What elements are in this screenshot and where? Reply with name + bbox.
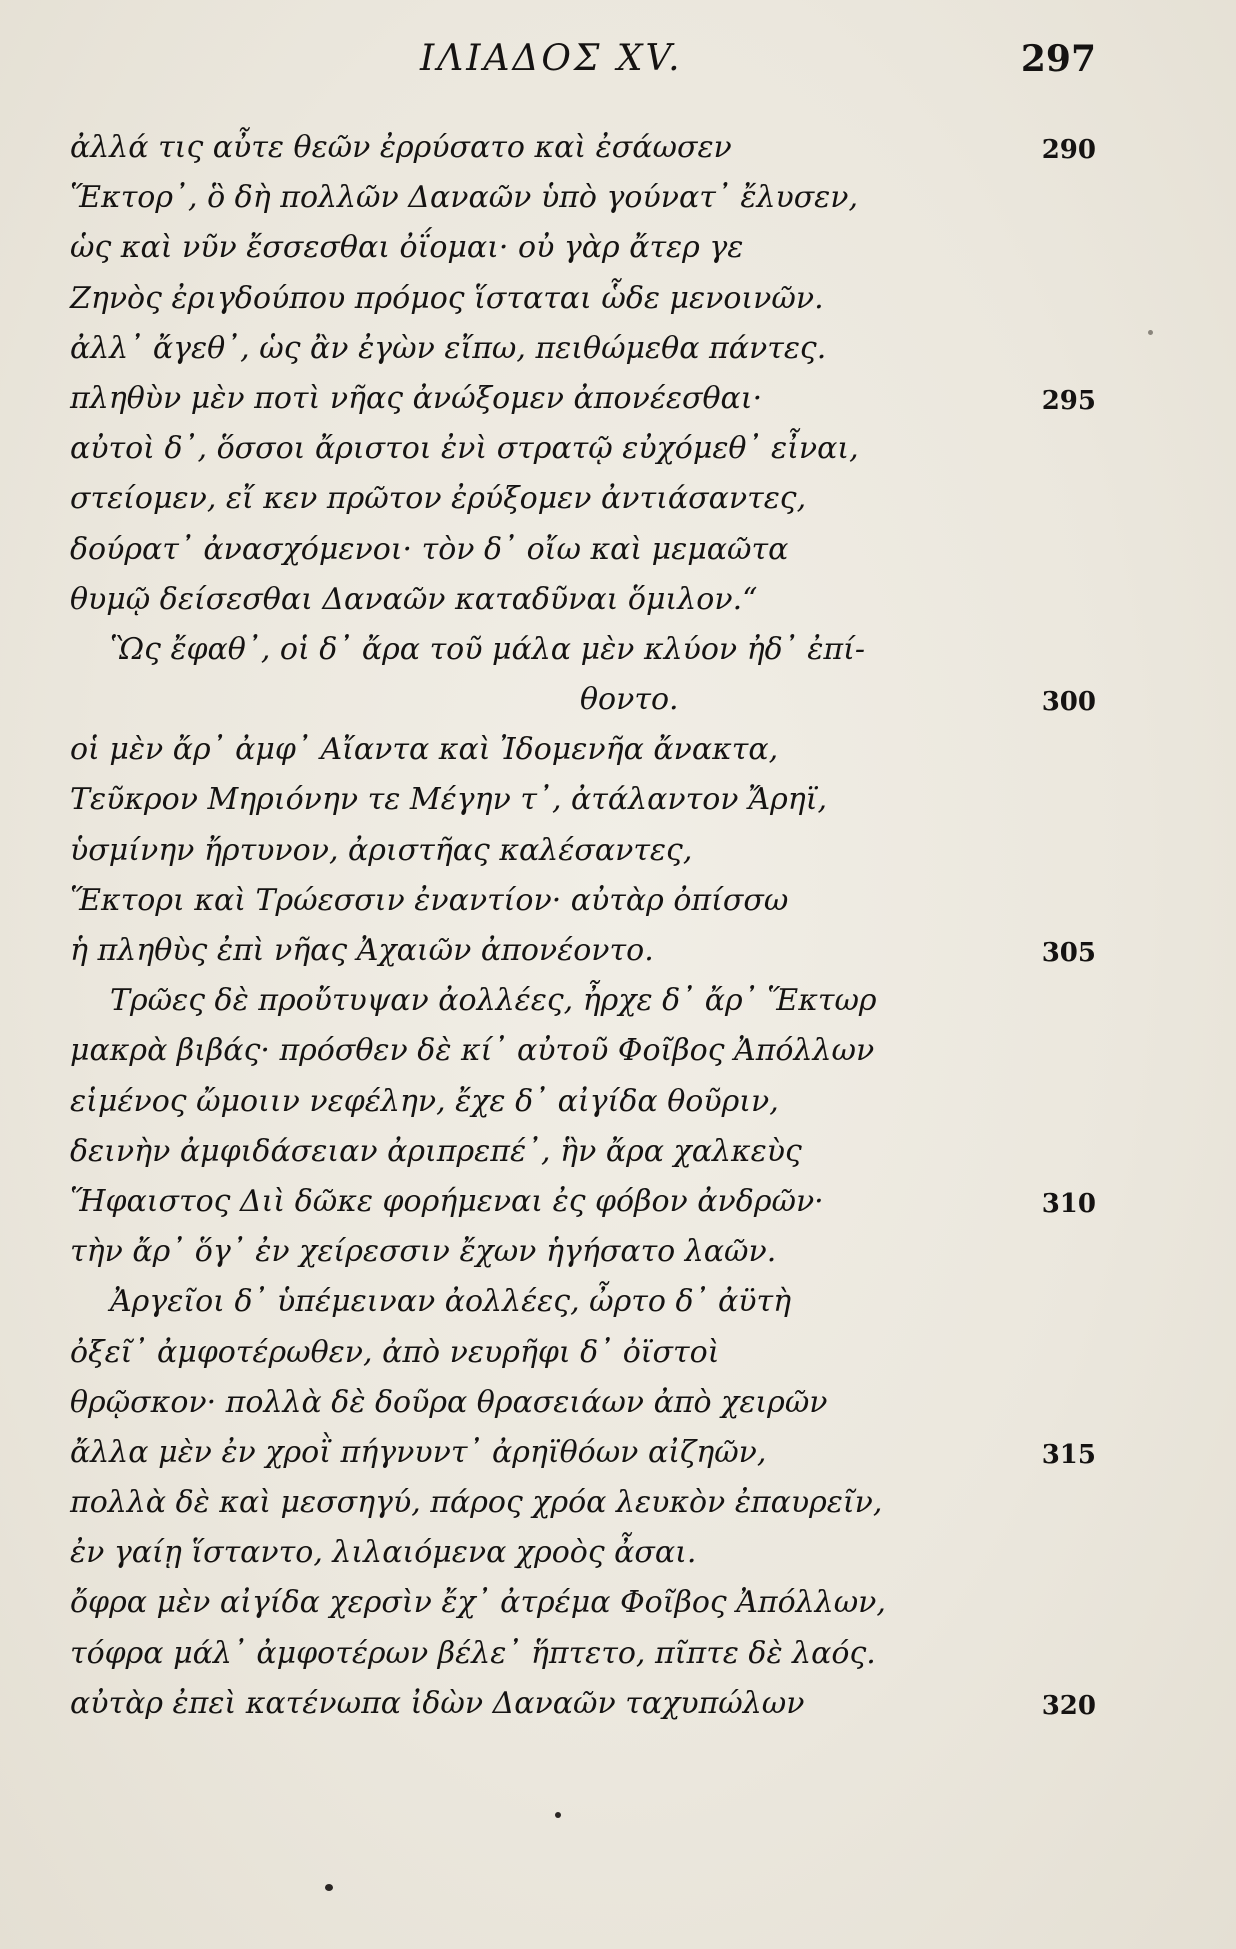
verse-line: [0, 1684, 1236, 1734]
ink-speck: [1148, 330, 1153, 335]
verse-line: [0, 479, 1236, 529]
ink-speck: [325, 1884, 333, 1891]
verse-line: [0, 931, 1236, 981]
page-number: 297: [1020, 38, 1096, 80]
verse-line: [0, 128, 1236, 178]
verse-text: Ἕκτορι καὶ Τρώεσσιν ἐναντίον· αὐτὰρ ὀπίσσω: [70, 882, 789, 918]
verse-line: [0, 1031, 1236, 1081]
verse-line: [0, 329, 1236, 379]
verse-line: [0, 1132, 1236, 1182]
verse-line: [0, 1634, 1236, 1684]
verse-text: δεινὴν ἀμφιδάσειαν ἀριπρεπέ᾽, ἣν ἄρα χαλκεὺς: [70, 1133, 802, 1169]
verse-text: αὐτοὶ δ᾽, ὅσσοι ἄριστοι ἐνὶ στρατῷ εὐχόμεθ᾽ εἶναι,: [70, 431, 859, 467]
verse-line: [0, 630, 1236, 680]
verse-line: [0, 981, 1236, 1031]
verse-text: πληθὺν μὲν ποτὶ νῆας ἀνώξομεν ἀπονέεσθαι·: [70, 380, 763, 416]
verse-text: ὄφρα μὲν αἰγίδα χερσὶν ἔχ᾽ ἀτρέμα Φοῖβος Ἀπόλλων,: [70, 1585, 886, 1621]
verse-line: [0, 530, 1236, 580]
verse-text: Ὣς ἔφαθ᾽, οἱ δ᾽ ἄρα τοῦ μάλα μὲν κλύον ἠδ᾽ ἐπί-: [110, 631, 865, 667]
line-number: 310: [1041, 1188, 1096, 1219]
verse-line: [0, 1433, 1236, 1483]
verse-text: ἐν γαίῃ ἵσταντο, λιλαιόμενα χροὸς ἆσαι.: [70, 1535, 697, 1571]
verse-line: [0, 1533, 1236, 1583]
ink-speck: [555, 1812, 561, 1818]
verse-text: τόφρα μάλ᾽ ἀμφοτέρων βέλε᾽ ἥπτετο, πῖπτε δὲ λαός.: [70, 1635, 876, 1671]
verse-line: [0, 730, 1236, 780]
running-title: ΙΛΙΑΔΟΣ XV.: [420, 38, 683, 79]
verse-text: θυμῷ δείσεσθαι Δαναῶν καταδῦναι ὅμιλον.“: [70, 581, 758, 617]
verse-line: [0, 881, 1236, 931]
verse-text: εἱμένος ὤμοιιν νεφέλην, ἔχε δ᾽ αἰγίδα θοῦριν,: [70, 1083, 779, 1119]
verse-text: ἀλλ᾽ ἄγεθ᾽, ὡς ἂν ἐγὼν εἴπω, πειθώμεθα πάντες.: [70, 330, 827, 366]
verse-line: [0, 228, 1236, 278]
verse-line: [0, 429, 1236, 479]
verse-line: [0, 680, 1236, 730]
verse-text: ἡ πληθὺς ἐπὶ νῆας Ἀχαιῶν ἀπονέοντο.: [70, 933, 654, 968]
line-number: 315: [1041, 1439, 1096, 1470]
line-number: 305: [1041, 938, 1096, 968]
verse-text: στείομεν, εἴ κεν πρῶτον ἐρύξομεν ἀντιάσαντες,: [70, 481, 807, 517]
verse-line: [0, 831, 1236, 881]
line-number: 295: [1041, 385, 1096, 416]
line-number: 290: [1041, 135, 1096, 165]
verse-text: αὐτὰρ ἐπεὶ κατένωπα ἰδὼν Δαναῶν ταχυπώλων: [70, 1685, 805, 1721]
verse-text: ἄλλα μὲν ἐν χροῒ πήγνυντ᾽ ἀρηϊθόων αἰζηῶν,: [70, 1434, 767, 1470]
verse-text: θρῷσκον· πολλὰ δὲ δοῦρα θρασειάων ἀπὸ χειρῶν: [70, 1384, 828, 1420]
verse-line: [0, 1583, 1236, 1633]
verse-text: Τρῶες δὲ προὔτυψαν ἀολλέες, ἦρχε δ᾽ ἄρ᾽ Ἕκτωρ: [110, 983, 877, 1019]
verse-line: [0, 1383, 1236, 1433]
verse-line: [0, 1232, 1236, 1282]
verse-text: δούρατ᾽ ἀνασχόμενοι· τὸν δ᾽ οἴω καὶ μεμαῶτα: [70, 531, 789, 567]
verse-line: [0, 1182, 1236, 1232]
verse-line: [0, 279, 1236, 329]
verse-text: Ἕκτορ᾽, ὃ δὴ πολλῶν Δαναῶν ὑπὸ γούνατ᾽ ἔλυσεν,: [70, 180, 859, 216]
verse-line: [0, 178, 1236, 228]
line-number: 320: [1041, 1690, 1096, 1721]
verse-line: [0, 780, 1236, 830]
verse-text: οἱ μὲν ἄρ᾽ ἀμφ᾽ Αἴαντα καὶ Ἰδομενῆα ἄνακτα,: [70, 732, 779, 768]
verse-text: θοντο.: [580, 682, 679, 718]
verse-text: τὴν ἄρ᾽ ὅγ᾽ ἐν χείρεσσιν ἔχων ἡγήσατο λαῶν.: [70, 1234, 777, 1270]
verse-line: [0, 580, 1236, 630]
verse-line: [0, 1282, 1236, 1332]
verse-text: ὡς καὶ νῦν ἔσσεσθαι ὀΐομαι· οὐ γὰρ ἄτερ γε: [70, 230, 744, 266]
verse-line: [0, 1333, 1236, 1383]
verse-line: [0, 379, 1236, 429]
verse-line: [0, 1082, 1236, 1132]
line-number: 300: [1041, 687, 1096, 718]
verse-line: [0, 1483, 1236, 1533]
verse-text: Τεῦκρον Μηριόνην τε Μέγην τ᾽, ἀτάλαντον Ἄρηϊ,: [70, 782, 828, 818]
verse-text: ἀλλά τις αὖτε θεῶν ἐρρύσατο καὶ ἐσάωσεν: [70, 130, 732, 165]
verse-text: ὀξεῖ᾽ ἀμφοτέρωθεν, ἀπὸ νευρῆφι δ᾽ ὀϊστοὶ: [70, 1334, 720, 1370]
verse-text: Ζηνὸς ἐριγδούπου πρόμος ἵσταται ὧδε μενοινῶν.: [70, 280, 824, 316]
verse-text: Ἥφαιστος Διὶ δῶκε φορήμεναι ἐς φόβον ἀνδρῶν·: [70, 1183, 824, 1219]
verse-text: πολλὰ δὲ καὶ μεσσηγύ, πάρος χρόα λευκὸν ἐπαυρεῖν,: [70, 1485, 883, 1521]
running-head: [0, 38, 1236, 88]
verse-text: μακρὰ βιβάς· πρόσθεν δὲ κί᾽ αὐτοῦ Φοῖβος Ἀπόλλων: [70, 1033, 875, 1069]
verse-text: ὑσμίνην ἤρτυνον, ἀριστῆας καλέσαντες,: [70, 832, 693, 868]
verse-text: Ἀργεῖοι δ᾽ ὑπέμειναν ἀολλέες, ὦρτο δ᾽ ἀϋτὴ: [110, 1284, 792, 1320]
verse-block: [0, 128, 1236, 1734]
